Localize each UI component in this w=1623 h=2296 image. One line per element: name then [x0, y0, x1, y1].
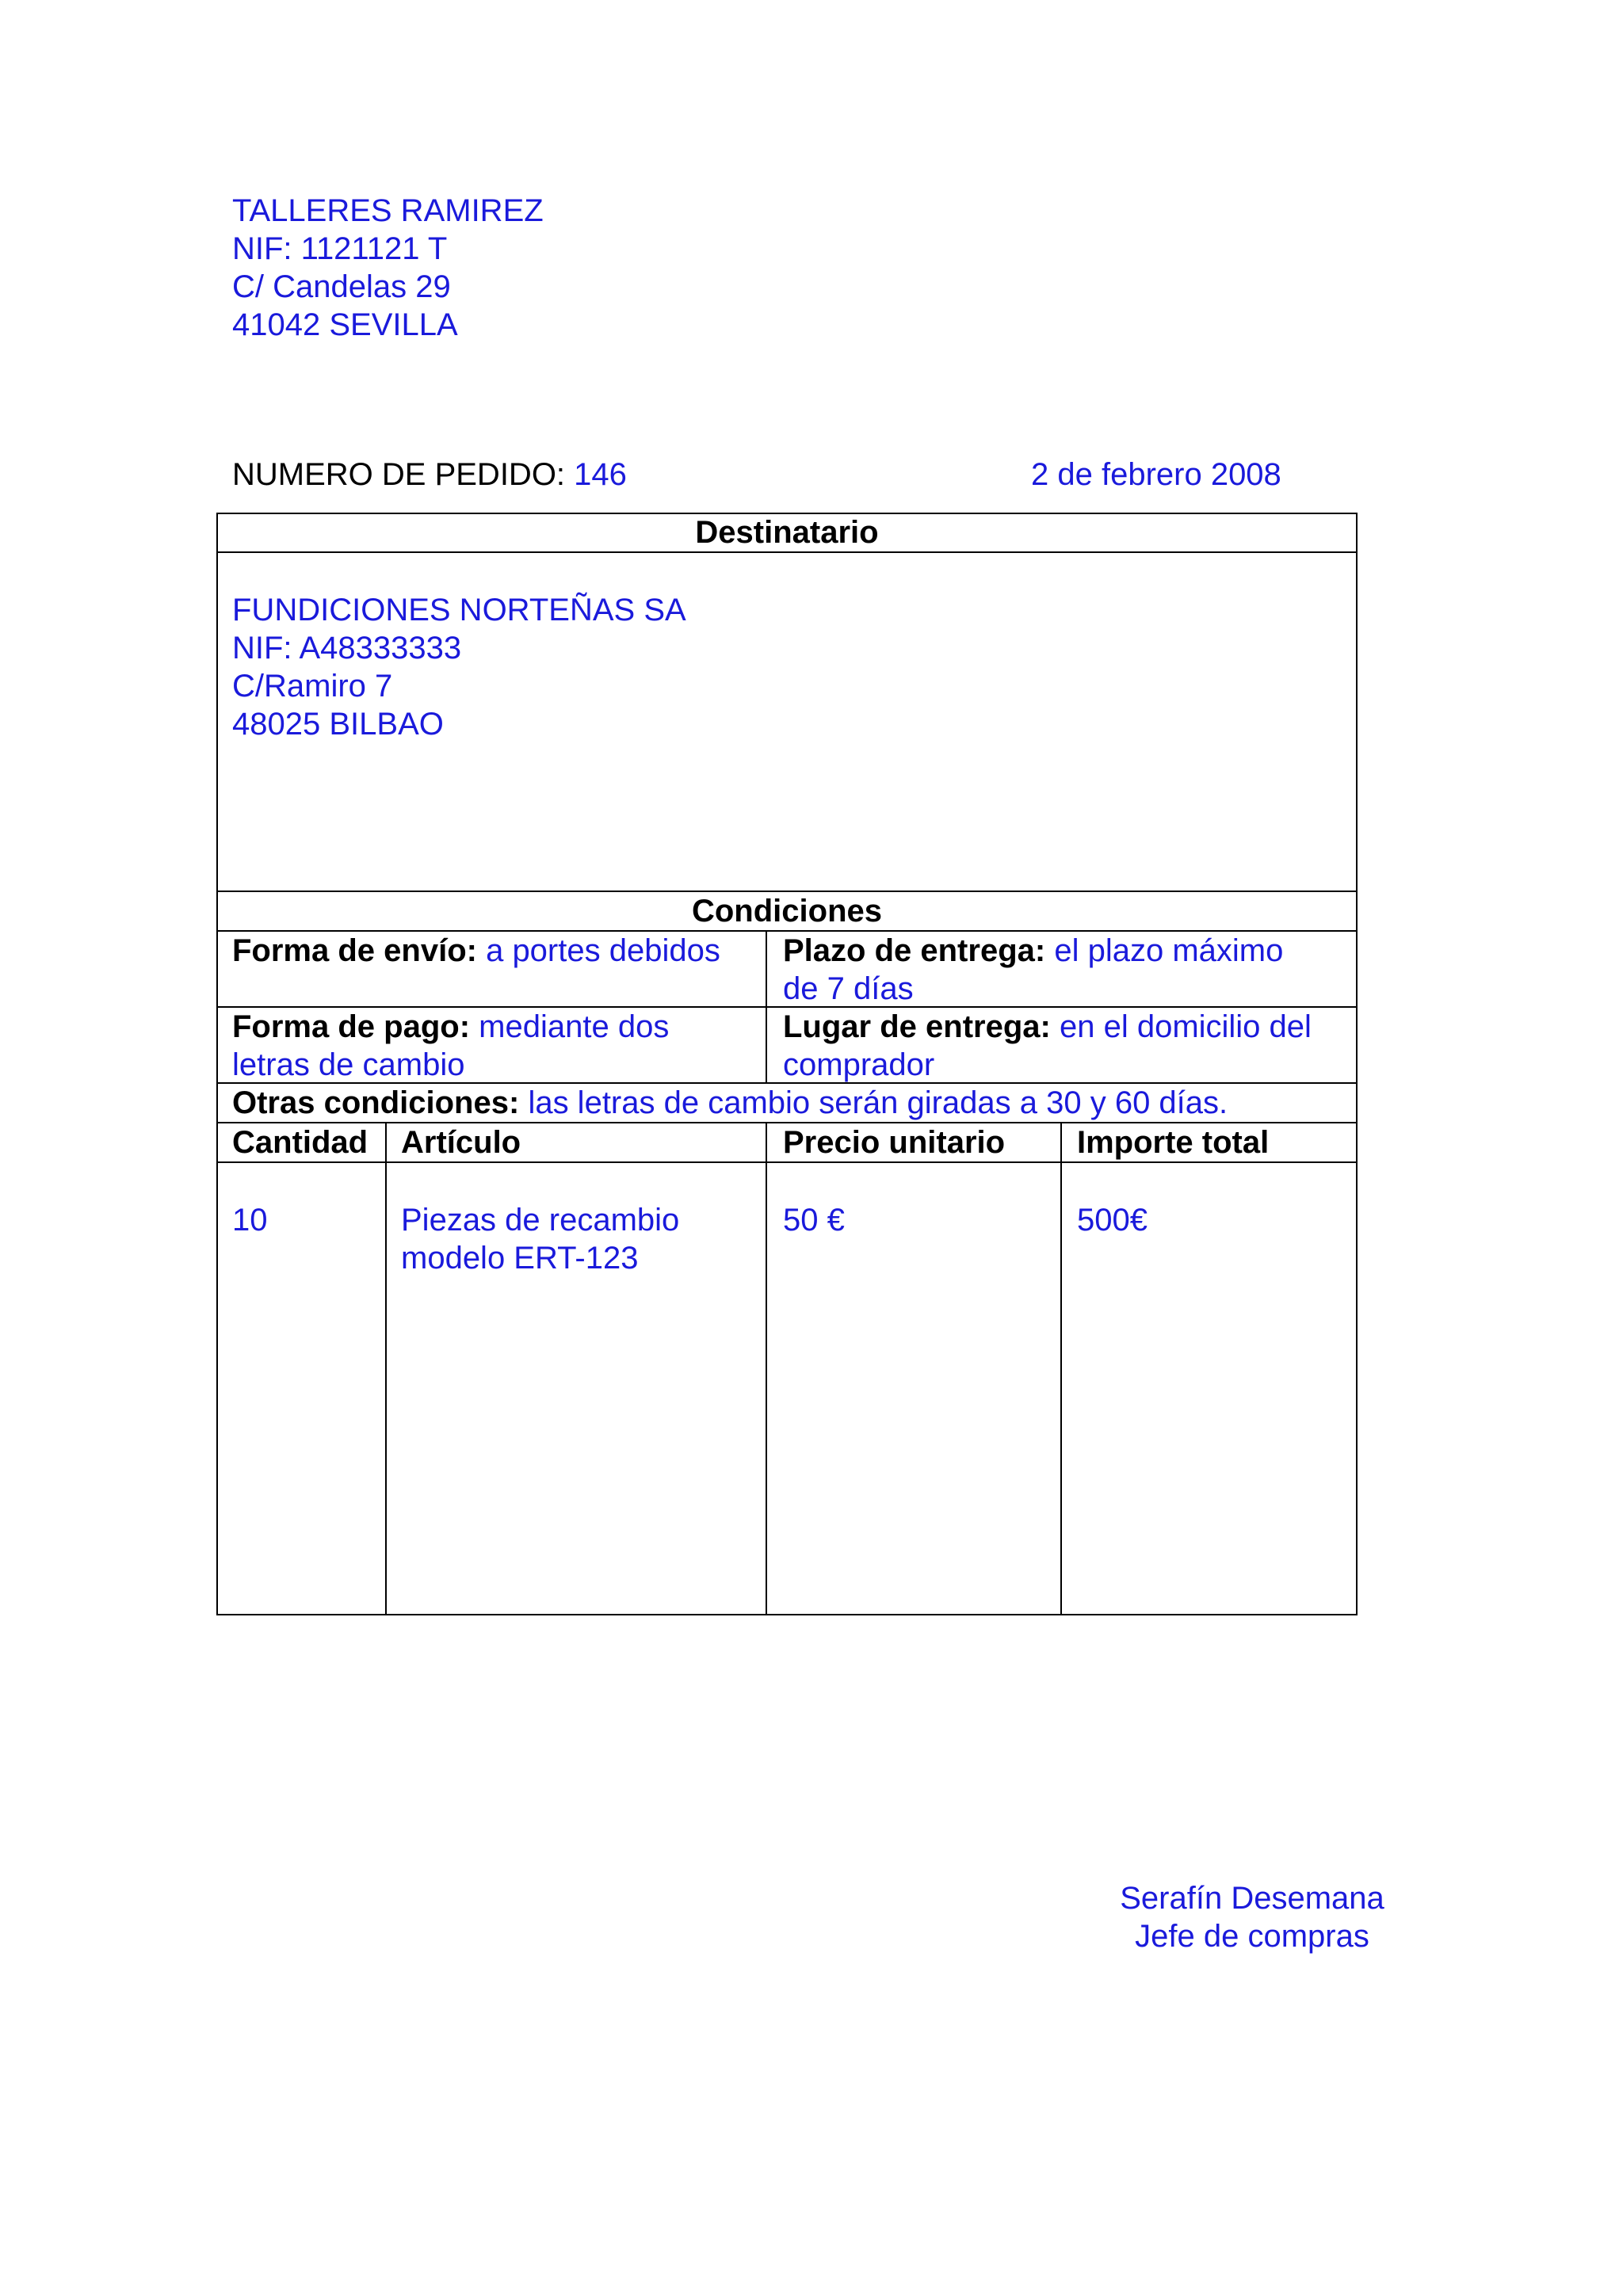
- order-number-label: NUMERO DE PEDIDO:: [232, 457, 566, 492]
- forma-pago: [232, 1008, 669, 1046]
- lugar-entrega-value-1: en el domicilio del: [1059, 1009, 1312, 1044]
- sender-city: 41042 SEVILLA: [232, 307, 458, 342]
- plazo-entrega-label: Plazo de entrega:: [783, 933, 1046, 968]
- divider-items-col-1: [385, 1122, 387, 1615]
- sender-block: [232, 192, 544, 344]
- order-number-value: 146: [574, 457, 627, 492]
- divider-destinatario-header: [216, 551, 1358, 553]
- plazo-entrega-value-2: de 7 días: [783, 971, 914, 1006]
- forma-pago-label: Forma de pago:: [232, 1009, 471, 1044]
- order-number-line: [232, 456, 627, 494]
- forma-envio-value: a portes debidos: [486, 933, 720, 968]
- recipient-nif: NIF: A48333333: [232, 631, 462, 666]
- signature-name: Serafín Desemana: [1120, 1881, 1384, 1916]
- order-date: 2 de febrero 2008: [1031, 457, 1281, 492]
- signature-block: [1094, 1879, 1411, 1955]
- sender-street: C/ Candelas 29: [232, 269, 451, 304]
- recipient-street: C/Ramiro 7: [232, 669, 393, 704]
- signature-role: Jefe de compras: [1135, 1919, 1369, 1954]
- lugar-entrega-label: Lugar de entrega:: [783, 1009, 1051, 1044]
- lugar-entrega-value-2: comprador: [783, 1047, 935, 1082]
- divider-conditions-column: [766, 930, 767, 1084]
- plazo-entrega: [783, 932, 1283, 970]
- item-articulo-line-1: Piezas de recambio: [401, 1203, 680, 1238]
- forma-pago-value-1: mediante dos: [479, 1009, 670, 1044]
- otras-condiciones-label: Otras condiciones:: [232, 1085, 520, 1120]
- sender-name: TALLERES RAMIREZ: [232, 193, 544, 228]
- item-articulo-line-2: modelo ERT-123: [401, 1241, 639, 1276]
- column-cantidad: Cantidad: [232, 1125, 369, 1160]
- plazo-entrega-value-1: el plazo máximo: [1054, 933, 1284, 968]
- forma-envio: [232, 932, 720, 970]
- column-importe-total: Importe total: [1077, 1125, 1270, 1160]
- recipient-name: FUNDICIONES NORTEÑAS SA: [232, 593, 686, 627]
- lugar-entrega: [783, 1008, 1312, 1046]
- item-precio: 50 €: [783, 1203, 845, 1238]
- column-articulo: Artículo: [401, 1125, 521, 1160]
- destinatario-header: Destinatario: [695, 515, 879, 550]
- otras-condiciones: [232, 1084, 1228, 1122]
- condiciones-header: Condiciones: [691, 894, 883, 929]
- recipient-city: 48025 BILBAO: [232, 707, 444, 742]
- item-cantidad: 10: [232, 1203, 268, 1238]
- divider-items-col-2: [766, 1122, 767, 1615]
- forma-envio-label: Forma de envío:: [232, 933, 477, 968]
- forma-pago-value-2: letras de cambio: [232, 1047, 465, 1082]
- item-importe: 500€: [1077, 1203, 1148, 1238]
- column-precio-unitario: Precio unitario: [783, 1125, 1006, 1160]
- divider-items-col-3: [1060, 1122, 1062, 1615]
- sender-nif: NIF: 1121121 T: [232, 231, 448, 266]
- divider-items-header: [216, 1161, 1358, 1163]
- otras-condiciones-value: las letras de cambio serán giradas a 30 y 60 días.: [528, 1085, 1228, 1120]
